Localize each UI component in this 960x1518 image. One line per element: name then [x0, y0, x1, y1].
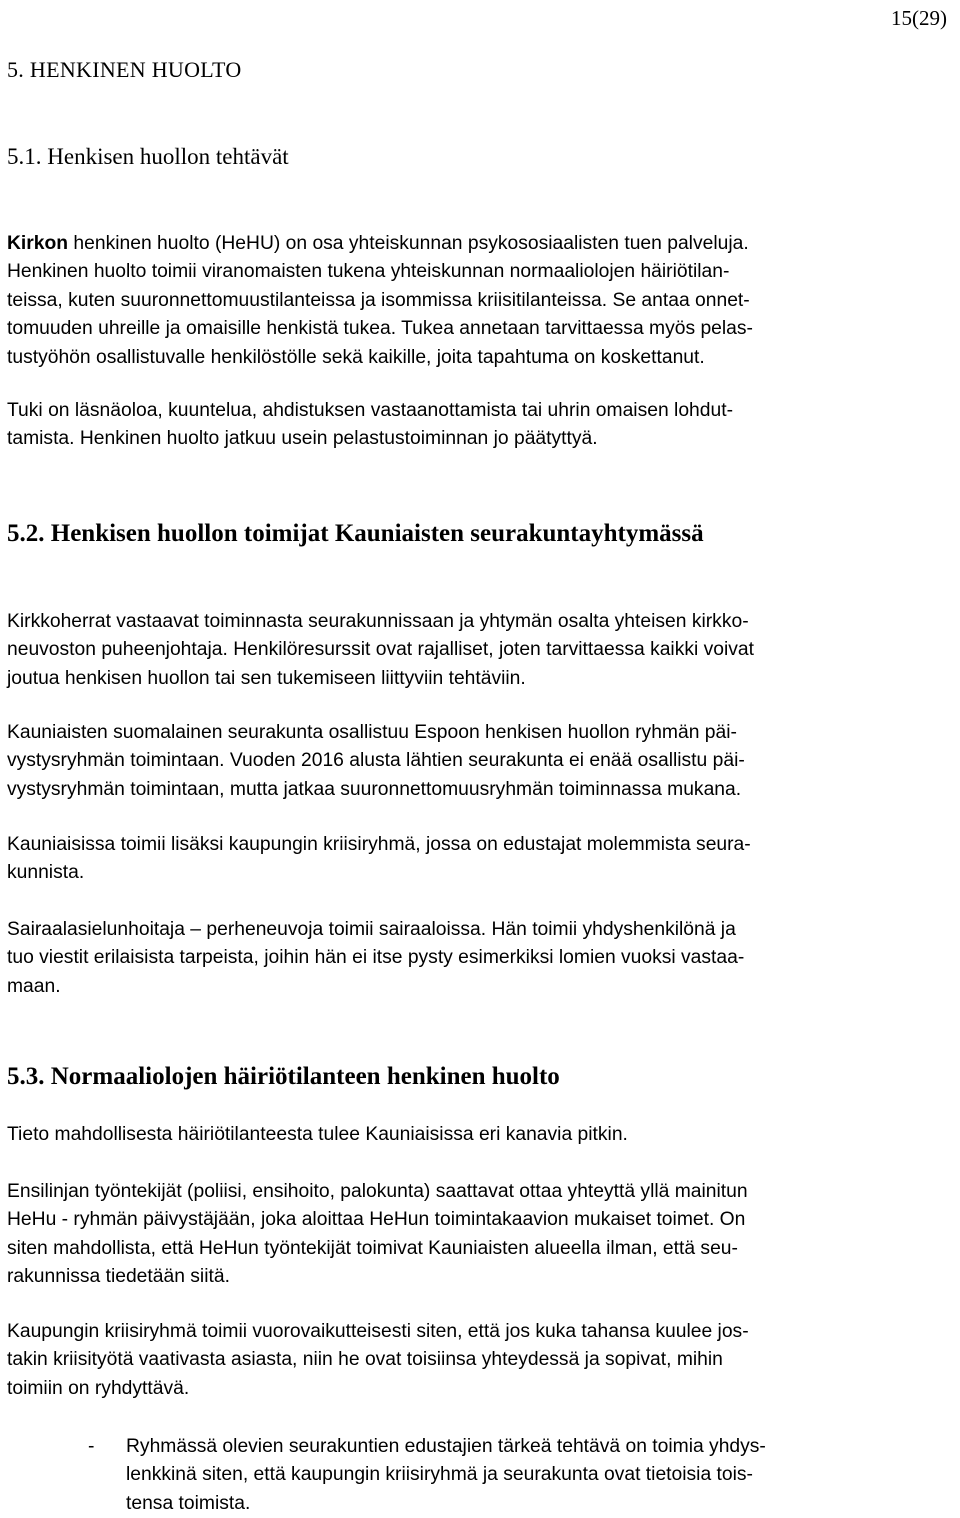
text-line: vystysryhmän toimintaan. Vuoden 2016 alusta lähtien seurakunta ei enää osallistu päi-: [7, 750, 745, 772]
paragraph: [7, 1121, 952, 1149]
text-line: Tieto mahdollisesta häiriötilanteesta tulee Kauniaisissa eri kanavia pitkin.: [7, 1124, 628, 1145]
text-line: vystysryhmän toimintaan, mutta jatkaa suuronnettomuusryhmän toiminnassa mukana.: [7, 778, 742, 800]
text-line: rakunnissa tiedetään siitä.: [7, 1266, 230, 1288]
text-line: toimiin on ryhdyttävä.: [7, 1377, 190, 1399]
text-line: teissa, kuten suuronnettomuustilanteissa ja isommissa kriisitilanteissa. Se antaa onnet-: [7, 289, 750, 311]
text-line: joutua henkisen huollon tai sen tukemiseen liittyviin tehtäviin.: [7, 667, 526, 689]
text-line: henkinen huolto (HeHU) on osa yhteiskunnan psykososiaalisten tuen palveluja.: [68, 233, 749, 254]
text-line: Henkinen huolto toimii viranomaisten tukena yhteiskunnan normaaliolojen häiriötilan-: [7, 261, 730, 283]
paragraph: [7, 916, 952, 1001]
list-bullet: -: [88, 1436, 95, 1457]
section-title: Normaaliolojen häiriötilanteen henkinen huolto: [50, 1063, 560, 1090]
text-line: lenkkinä siten, että kaupungin kriisiryhmä ja seurakunta ovat tietoisia tois-: [126, 1464, 753, 1486]
text-line: Sairaalasielunhoitaja – perheneuvoja toimii sairaaloissa. Hän toimii yhdyshenkilönä ja: [7, 919, 736, 940]
text-line: tomuuden uhreille ja omaisille henkistä tukea. Tukea annetaan tarvittaessa myös pelas-: [7, 318, 753, 340]
text-line: Kauniaisten suomalainen seurakunta osallistuu Espoon henkisen huollon ryhmän päi-: [7, 722, 737, 743]
paragraph: [7, 719, 952, 804]
text-line: Ryhmässä olevien seurakuntien edustajien tärkeä tehtävä on toimia yhdys-: [126, 1436, 766, 1457]
paragraph: [7, 397, 952, 454]
text-line: maan.: [7, 975, 61, 997]
list-item: [0, 1433, 960, 1518]
text-line: kunnista.: [7, 862, 85, 884]
paragraph: [7, 1318, 952, 1403]
section-number: 5.3.: [7, 1063, 45, 1090]
section-number: 5.1.: [7, 144, 42, 169]
section-heading-5-3: [7, 1062, 560, 1092]
section-title: Henkisen huollon tehtävät: [47, 144, 289, 169]
text-line: tensa toimista.: [126, 1492, 251, 1514]
text-line: takin kriisityötä vaativasta asiasta, niin he ovat toisiinsa yhteydessä ja sopivat, mihin: [7, 1349, 723, 1371]
text-line: neuvoston puheenjohtaja. Henkilöresurssit ovat rajalliset, joten tarvittaessa kaikki voivat: [7, 639, 755, 661]
text-line: Kauniaisissa toimii lisäksi kaupungin kriisiryhmä, jossa on edustajat molemmista seura-: [7, 834, 751, 855]
section-number: 5.2.: [7, 520, 45, 547]
paragraph: [7, 230, 952, 372]
section-heading-5-2: [7, 519, 704, 549]
text-line: tuo viestit erilaisista tarpeista, joihin hän ei itse pysty esimerkiksi lomien vuoksi vastaa-: [7, 947, 745, 969]
text-line: Kaupungin kriisiryhmä toimii vuorovaikutteisesti siten, että jos kuka tahansa kuulee jos-: [7, 1321, 749, 1342]
page-number: 15(29): [891, 6, 947, 30]
text-line: tamista. Henkinen huolto jatkuu usein pelastustoiminnan jo päätyttyä.: [7, 428, 598, 450]
dash-list: [0, 1433, 960, 1518]
text-line: Tuki on läsnäoloa, kuuntelua, ahdistuksen vastaanottamista tai uhrin omaisen lohdut-: [7, 400, 733, 421]
paragraph: [7, 608, 952, 693]
text-line: siten mahdollista, että HeHun työntekijät toimivat Kauniaisten alueella ilman, että seu-: [7, 1237, 738, 1259]
section-title: Henkisen huollon toimijat Kauniaisten seurakuntayhtymässä: [50, 520, 704, 547]
paragraph: [7, 831, 952, 888]
text-line: Kirkkoherrat vastaavat toiminnasta seurakunnissaan ja yhtymän osalta yhteisen kirkko-: [7, 611, 749, 632]
text-line: Ensilinjan työntekijät (poliisi, ensihoito, palokunta) saattavat ottaa yhteyttä yllä mainitun: [7, 1181, 748, 1202]
text-line: HeHu - ryhmän päivystäjään, joka aloittaa HeHun toimintakaavion mukaiset toimet. On: [7, 1209, 746, 1231]
chapter-heading: 5. HENKINEN HUOLTO: [7, 57, 242, 82]
section-heading-5-1: [7, 142, 289, 172]
text-line: tustyöhön osallistuvalle henkilöstölle sekä kaikille, joita tapahtuma on koskettanut.: [7, 346, 705, 368]
paragraph-lead: Kirkon: [7, 233, 69, 254]
paragraph: [7, 1178, 952, 1292]
